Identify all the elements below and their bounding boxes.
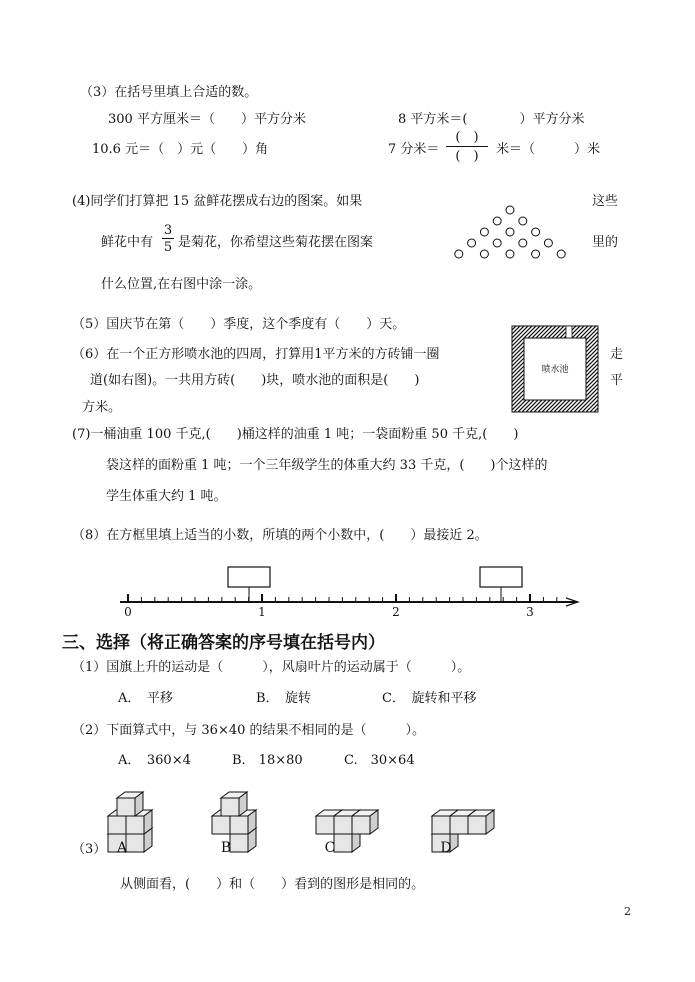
q3-a2: 8 平方米＝( ）平方分米 [398,112,585,127]
page-number: 2 [624,905,631,918]
flower-pot[interactable] [544,239,552,247]
cube [468,810,494,834]
q8-text: （8）在方框里填上适当的小数，所填的两个小数中，( ）最接近 2。 [72,528,488,543]
c2-option-b: B. 18×80 [232,753,303,768]
c3-label: （3） [72,842,107,857]
q3-title: （3）在括号里填上合适的数。 [80,85,258,100]
flower-pot[interactable] [506,228,514,236]
q4-line2-post: 是菊花，你希望这些菊花摆在图案 [178,235,374,250]
cube [221,792,247,816]
fountain-pool-diagram [512,326,598,412]
section3-heading: 三、选择（将正确答案的序号填在括号内） [62,633,385,653]
flower-pot[interactable] [493,239,501,247]
number-line [110,560,590,622]
c1-option-c: C． 旋转和平移 [382,691,477,706]
q6-line1: （6）在一个正方形喷水池的四周，打算用1平方米的方砖铺一圈 [72,347,440,362]
flower-pot[interactable] [532,250,540,258]
q4-line2-right: 里的 [592,235,619,250]
flower-pot[interactable] [519,239,527,247]
flower-pot[interactable] [468,239,476,247]
answer-box-2[interactable] [480,567,522,587]
q5-text: （5）国庆节在第（ ）季度，这个季度有（ ）天。 [72,317,406,332]
c1-option-a: A． 平移 [118,691,173,706]
q3-fraction-numerator: ( ) [455,130,479,145]
q7-line2: 袋这样的面粉重 1 吨；一个三年级学生的体重大约 33 千克，( )个这样的 [106,458,548,473]
q4-line1-right: 这些 [592,194,619,209]
cube-option-label: D [440,840,452,856]
q6-line3: 方米。 [82,400,122,415]
flower-pot[interactable] [455,250,463,258]
q6-line2-right: 平 [610,373,624,388]
c3-text: 从侧面看，( ）和（ ）看到的图形是相同的。 [120,877,425,892]
cube-option-label: C [324,840,336,856]
q4-line2-pre: 鲜花中有 [101,235,154,250]
flower-triangle-diagram [440,200,580,265]
pool-label: 喷水池 [541,365,569,375]
flower-pot[interactable] [532,228,540,236]
q4-line1: (4)同学们打算把 15 盆鲜花摆成右边的图案。如果 [72,194,363,209]
cube-option-label: B [220,840,232,856]
flower-pot[interactable] [480,228,488,236]
flower-pot[interactable] [506,206,514,214]
c2-text: （2）下面算式中，与 36×40 的结果不相同的是（ ）。 [72,723,426,738]
q4-line3: 什么位置,在右图中涂一涂。 [101,277,262,292]
tick-label: 0 [124,605,132,619]
cube-figures [100,778,500,856]
c2-option-c: C. 30×64 [344,753,415,768]
flower-pot[interactable] [480,250,488,258]
cube-option-label: A [116,840,128,856]
c2-option-a: A． 360×4 [118,753,191,768]
tick-label: 1 [258,605,266,619]
q3-b1: 10.6 元＝（ ）元（ ）角 [92,142,269,157]
cube [117,792,143,816]
q3-fraction-denominator: ( ) [455,149,479,164]
c1-text: （1）国旗上升的运动是（ ），风扇叶片的运动属于（ ）。 [72,660,471,675]
q4-fraction [162,224,174,254]
tick-label: 3 [526,605,534,619]
q7-line1: (7)一桶油重 100 千克,( )桶这样的油重 1 吨；一袋面粉重 50 千克,( ) [72,427,519,442]
flower-pot[interactable] [557,250,565,258]
q6-line1-right: 走 [610,347,624,362]
q7-line3: 学生体重大约 1 吨。 [106,489,227,504]
q3-fraction [446,131,488,163]
q3-a1: 300 平方厘米＝（ ）平方分米 [108,112,306,127]
tick-label: 2 [392,605,400,619]
flower-pot[interactable] [493,217,501,225]
q4-fraction-denominator: 5 [163,240,173,255]
q3-b2-post: 米＝（ ）米 [496,142,601,157]
q3-b2-pre: 7 分米＝ [388,142,440,157]
c1-option-b: B． 旋转 [256,691,312,706]
q4-fraction-numerator: 3 [163,223,173,238]
flower-pot[interactable] [519,217,527,225]
flower-pot[interactable] [506,250,514,258]
cube [352,810,378,834]
answer-box-1[interactable] [228,567,270,587]
q6-line2: 道(如右图)。一共用方砖( )块，喷水池的面积是( ) [90,373,420,388]
